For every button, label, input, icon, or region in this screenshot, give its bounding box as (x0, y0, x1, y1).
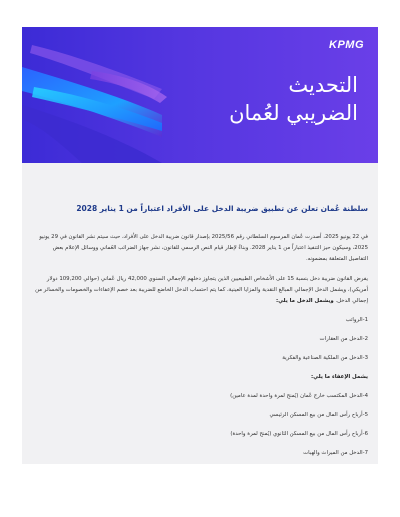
income-item: 2-الدخل من العقارات (319, 336, 368, 342)
income-item: 3-الدخل من الملكية الصناعية والفكرية (282, 355, 368, 361)
article-headline: سلطنة عُمان تعلن عن تطبيق ضريبة الدخل على الأفراد اعتباراً من 1 يناير 2028 (76, 204, 368, 213)
exemptions-heading: يشمل الإعفاء ما يلي: (311, 374, 368, 380)
tax-rate-paragraph (32, 274, 368, 307)
exemption-item: 5-أرباح رأس المال من بيع المسكن الرئيسي (269, 412, 368, 418)
income-item: 1-الرواتب (345, 317, 368, 323)
kpmg-logo: KPMG (329, 39, 364, 51)
income-includes-label: ويشمل الدخل ما يلي: (275, 298, 334, 304)
intro-paragraph: في 22 يونيو 2025، أصدرت عُمان المرسوم السلطاني رقم 2025/56 بإصدار قانون ضريبة الدخل على الأفراد، حيث سيتم نشر القانون في 29 يونيو 2025، وسيكون حيز التنفيذ اعتباراً من 1 يناير 2028. وبناءً لإطار قيام النص الرسمي للقانون، نشر جهاز الضرائب العُماني ووسائل الإعلام بعض التفاصيل المتعلقة بمضمونه. (39, 234, 368, 262)
exemption-item: 7-الدخل من الميراث والهبات (303, 450, 368, 456)
tax-rate-text: يفرض القانون ضريبة دخل بنسبة 15 على الأشخاص الطبيعيين الذين يتجاوز دخلهم الإجمالي السنوي 42,000 ريال عُماني (حوالي 109,200 دولار أمريكي)، ويشمل الدخل الإجمالي المبالغ النقدية والمزايا العينية، كما يتم احتساب الدخل الخاضع للضريبة بعد خصم الإعفاءات والخصومات والخسائر من إجمالي الدخل. (35, 276, 368, 304)
banner-title-line-2: الضريبي لعُمان (229, 101, 358, 125)
header-banner (22, 27, 378, 163)
article-body (32, 163, 368, 464)
document-page (22, 27, 378, 464)
banner-title (208, 71, 358, 127)
banner-title-line-1: التحديث (288, 73, 358, 97)
exemption-item: 4-الدخل المكتسب خارج عُمان (يُمنح لمرة واحدة لمدة عامين) (230, 393, 368, 399)
exemption-item: 6-أرباح رأس المال من بيع المسكن الثانوي (يُمنح لمرة واحدة) (230, 431, 368, 437)
